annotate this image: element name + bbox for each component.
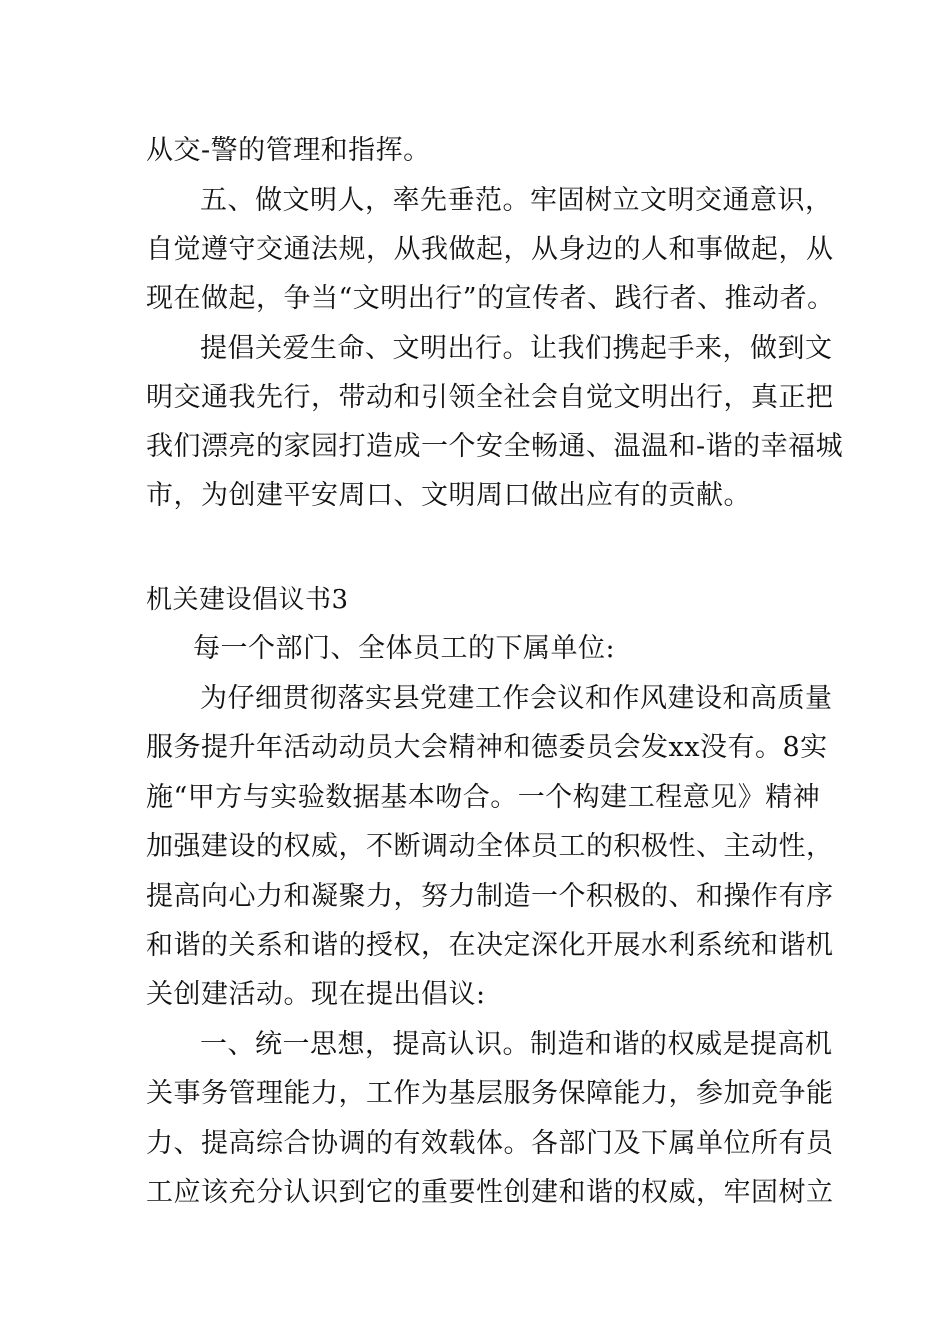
text-line: 工应该充分认识到它的重要性创建和谐的权威，牢固树立 <box>146 1177 834 1208</box>
paragraph-five-line: 五、做文明人，率先垂范。牢固树立文明交通意识， <box>200 185 833 216</box>
paragraph-line: 为仔细贯彻落实县党建工作会议和作风建设和高质量 <box>200 683 833 714</box>
text-line: 自觉遵守交通法规，从我做起，从身边的人和事做起，从 <box>146 234 834 265</box>
text-line: 力、提高综合协调的有效载体。各部门及下属单位所有员 <box>146 1128 834 1159</box>
text-line: 现在做起，争当“文明出行”的宣传者、践行者、推动者。 <box>146 283 835 314</box>
section-title: 机关建设倡议书3 <box>146 585 349 615</box>
text-line: 关创建活动。现在提出倡议: <box>146 979 486 1010</box>
text-line: 我们漂亮的家园打造成一个安全畅通、温温和-谐的幸福城 <box>146 431 844 462</box>
text-line: 服务提升年活动动员大会精神和德委员会发xx没有。8实 <box>146 732 828 763</box>
text-line: 明交通我先行，带动和引领全社会自觉文明出行，真正把 <box>146 382 834 413</box>
text-line: 提高向心力和凝聚力，努力制造一个积极的、和操作有序 <box>146 881 834 912</box>
text-line: 施“甲方与实验数据基本吻合。一个构建工程意见》精神 <box>146 782 821 813</box>
text-line: 加强建设的权威，不断调动全体员工的积极性、主动性， <box>146 831 834 862</box>
text-line: 从交-警的管理和指挥。 <box>146 135 431 166</box>
text-line: 市，为创建平安周口、文明周口做出应有的贡献。 <box>146 480 751 511</box>
paragraph-line: 提倡关爱生命、文明出行。让我们携起手来，做到文 <box>200 333 833 364</box>
salutation: 每一个部门、全体员工的下属单位: <box>193 633 616 664</box>
text-line: 关事务管理能力，工作为基层服务保障能力，参加竞争能 <box>146 1078 834 1109</box>
paragraph-one-line: 一、统一思想，提高认识。制造和谐的权威是提高机 <box>200 1029 833 1060</box>
text-line: 和谐的关系和谐的授权，在决定深化开展水利系统和谐机 <box>146 930 834 961</box>
